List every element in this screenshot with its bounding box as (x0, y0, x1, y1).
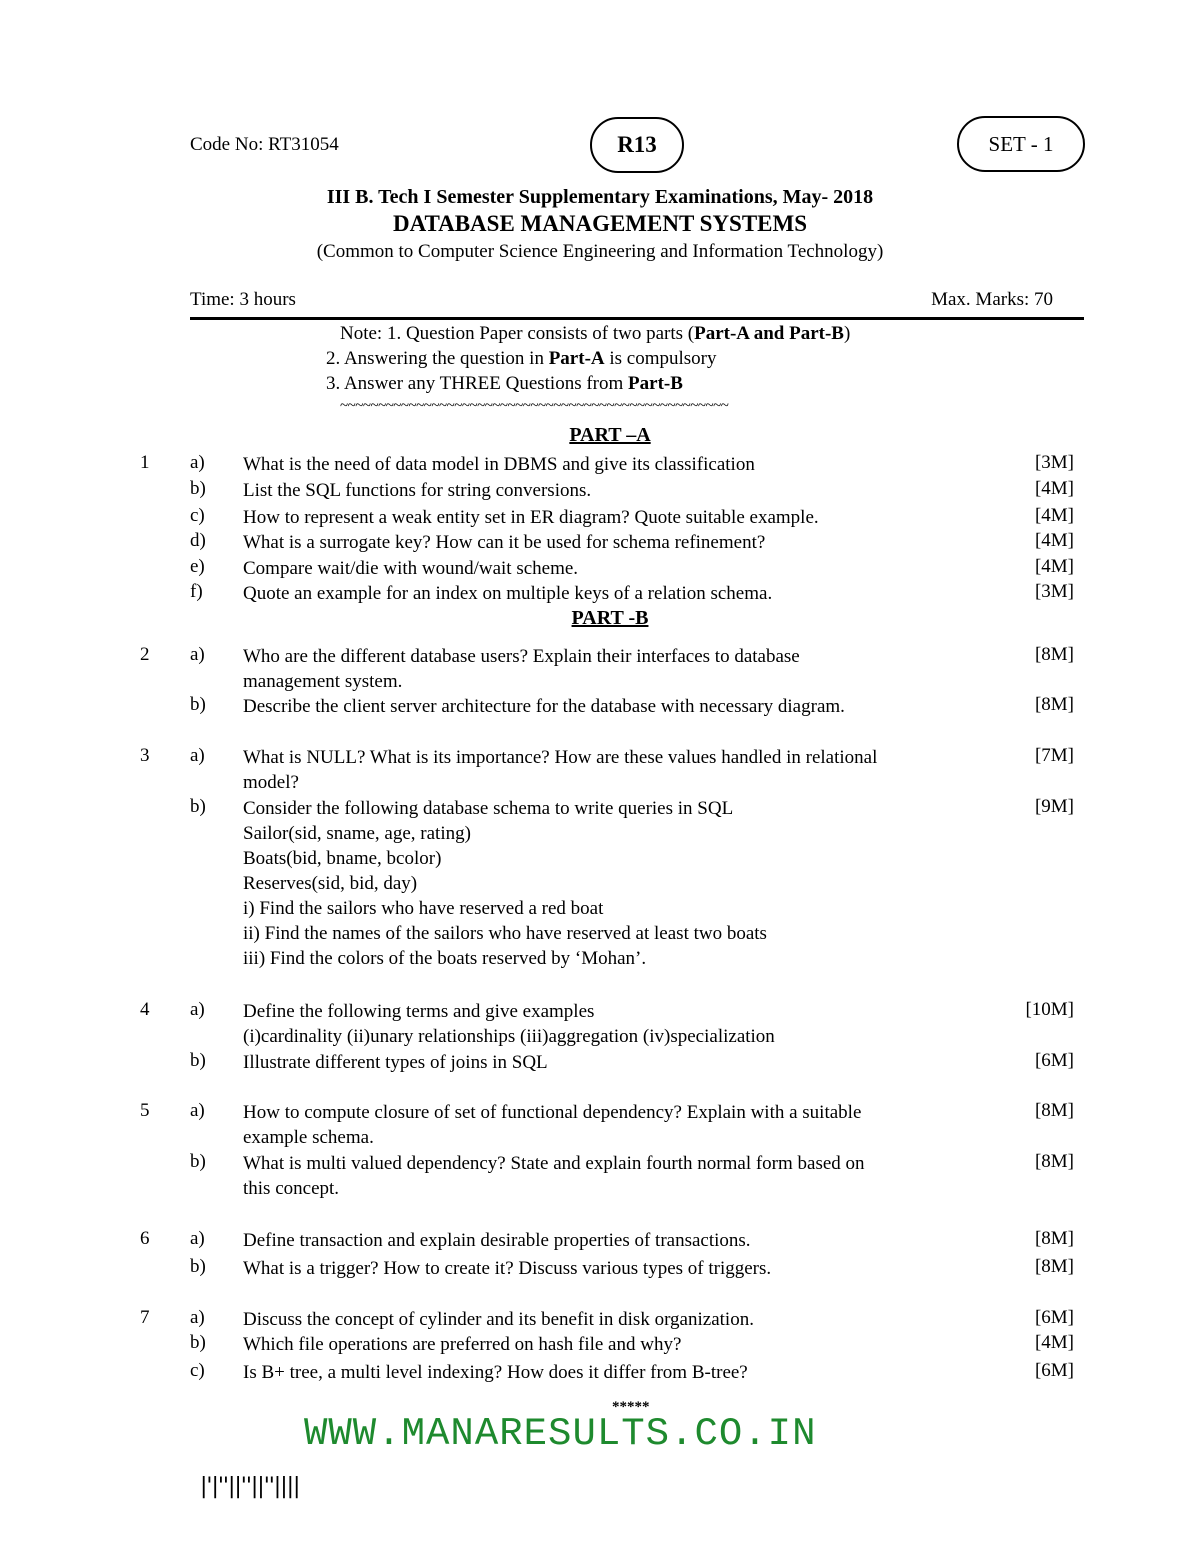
q4b-text: Illustrate different types of joins in SQL (243, 1052, 548, 1073)
regulation-label: R13 (617, 132, 657, 157)
separator: ~~~~~~~~~~~~~~~~~~~~~~~~~~~~~~~~~~~~~~~~~~~~~~~~~~~ (340, 398, 729, 414)
note-1-and: and (748, 323, 790, 344)
q1d-text: What is a surrogate key? How can it be used for schema refinement? (243, 532, 766, 553)
question-number-7: 7 (140, 1307, 150, 1328)
q3b-line-5: i) Find the sailors who have reserved a red boat (243, 898, 604, 919)
q5b-line-2: this concept. (243, 1178, 340, 1199)
q2b-text: Describe the client server architecture for the database with necessary diagram. (243, 696, 845, 717)
code-number: Code No: RT31054 (190, 134, 339, 155)
q3a-line-1: What is NULL? What is its importance? How are these values handled in relational (243, 747, 878, 768)
q2a-line-1: Who are the different database users? Explain their interfaces to database (243, 646, 800, 667)
q3a-marks: [7M] (1034, 745, 1074, 766)
question-number-2: 2 (140, 644, 150, 665)
note-2-part-a: Part-A (548, 348, 605, 369)
q4a-label: a) (190, 999, 205, 1020)
header-rule (190, 317, 1084, 320)
note-2-text: 2. Answering the question in (326, 348, 549, 369)
part-b-heading: PART -B (571, 607, 649, 629)
note-3-text: 3. Answer any THREE Questions from (326, 373, 629, 394)
q3a-line-2: model? (243, 772, 299, 793)
common-to: (Common to Computer Science Engineering and Information Technology) (316, 241, 884, 262)
q3a-label: a) (190, 745, 205, 766)
q5b-marks: [8M] (1034, 1151, 1074, 1172)
exam-title: III B. Tech I Semester Supplementary Examinations, May- 2018 (326, 186, 874, 208)
time-allowed: Time: 3 hours (190, 289, 296, 310)
note-1-text: Note: 1. Question Paper consists of two parts ( (340, 323, 695, 344)
q6a-marks: [8M] (1034, 1228, 1074, 1249)
q1e-text: Compare wait/die with wound/wait scheme. (243, 558, 579, 579)
note-3 (326, 373, 683, 395)
q4a-line-2: (i)cardinality (ii)unary relationships (iii)aggregation (iv)specialization (243, 1026, 775, 1047)
question-number-5: 5 (140, 1100, 150, 1121)
question-number-4: 4 (140, 999, 150, 1020)
part-a-heading: PART –A (569, 424, 651, 446)
note-2-suffix: is compulsory (604, 348, 717, 369)
q4a-line-1: Define the following terms and give examples (243, 1001, 595, 1022)
q3b-text (243, 796, 987, 971)
q1b-text: List the SQL functions for string conversions. (243, 480, 592, 501)
q1d-label: d) (190, 530, 206, 551)
q6b-marks: [8M] (1034, 1256, 1074, 1277)
note-1-part-b: Part-B (789, 323, 844, 344)
q2b-marks: [8M] (1034, 694, 1074, 715)
q2a-marks: [8M] (1034, 644, 1074, 665)
q7c-marks: [6M] (1034, 1360, 1074, 1381)
q1e-marks: [4M] (1034, 556, 1074, 577)
question-number-3: 3 (140, 745, 150, 766)
q4a-marks: [10M] (1025, 999, 1074, 1020)
q3b-line-2: Sailor(sid, sname, age, rating) (243, 823, 471, 844)
q3a-text (243, 745, 987, 795)
q5b-label: b) (190, 1151, 206, 1172)
q5a-marks: [8M] (1034, 1100, 1074, 1121)
q5a-line-2: example schema. (243, 1127, 374, 1148)
q3b-label: b) (190, 796, 206, 817)
q2a-line-2: management system. (243, 671, 403, 692)
q5b-text (243, 1151, 987, 1201)
q1c-label: c) (190, 505, 205, 526)
watermark: WWW.MANARESULTS.CO.IN (304, 1412, 817, 1456)
q3b-line-1: Consider the following database schema to write queries in SQL (243, 798, 734, 819)
q7a-marks: [6M] (1034, 1307, 1074, 1328)
note-1-part-a: Part-A (694, 323, 749, 344)
q1a-marks: [3M] (1034, 452, 1074, 473)
q3b-line-4: Reserves(sid, bid, day) (243, 873, 418, 894)
q1b-label: b) (190, 478, 206, 499)
q3b-line-6: ii) Find the names of the sailors who have reserved at least two boats (243, 923, 767, 944)
barcode: |'|''||''||''|||| (200, 1474, 300, 1499)
q1b-marks: [4M] (1034, 478, 1074, 499)
q2a-label: a) (190, 644, 205, 665)
q7c-text: Is B+ tree, a multi level indexing? How does it differ from B-tree? (243, 1362, 748, 1383)
q7b-label: b) (190, 1332, 206, 1353)
q3b-marks: [9M] (1034, 796, 1074, 817)
set-badge (957, 116, 1085, 172)
regulation-badge (590, 117, 684, 173)
q5b-line-1: What is multi valued dependency? State and explain fourth normal form based on (243, 1153, 865, 1174)
q4b-label: b) (190, 1050, 206, 1071)
q5a-text (243, 1100, 987, 1150)
q7b-text: Which file operations are preferred on hash file and why? (243, 1334, 682, 1355)
q7a-label: a) (190, 1307, 205, 1328)
q7b-marks: [4M] (1034, 1332, 1074, 1353)
question-number-6: 6 (140, 1228, 150, 1249)
q6b-label: b) (190, 1256, 206, 1277)
question-number-1: 1 (140, 452, 150, 473)
q5a-line-1: How to compute closure of set of functional dependency? Explain with a suitable (243, 1102, 862, 1123)
note-1 (340, 323, 850, 345)
q1c-marks: [4M] (1034, 505, 1074, 526)
q1a-text: What is the need of data model in DBMS and give its classification (243, 454, 755, 475)
q5a-label: a) (190, 1100, 205, 1121)
q4b-marks: [6M] (1034, 1050, 1074, 1071)
q6b-text: What is a trigger? How to create it? Discuss various types of triggers. (243, 1258, 772, 1279)
q6a-text: Define transaction and explain desirable properties of transactions. (243, 1230, 751, 1251)
q3b-line-3: Boats(bid, bname, bcolor) (243, 848, 442, 869)
q1a-label: a) (190, 452, 205, 473)
q1d-marks: [4M] (1034, 530, 1074, 551)
q3b-line-7: iii) Find the colors of the boats reserved by ‘Mohan’. (243, 948, 647, 969)
q2a-text (243, 644, 987, 694)
q1f-label: f) (190, 581, 203, 602)
q7c-label: c) (190, 1360, 205, 1381)
end-stars: ***** (612, 1399, 650, 1415)
q7a-text: Discuss the concept of cylinder and its benefit in disk organization. (243, 1309, 754, 1330)
q1e-label: e) (190, 556, 205, 577)
subject-title: DATABASE MANAGEMENT SYSTEMS (392, 211, 808, 236)
q1c-text: How to represent a weak entity set in ER diagram? Quote suitable example. (243, 507, 819, 528)
note-3-part-b: Part-B (628, 373, 683, 394)
q6a-label: a) (190, 1228, 205, 1249)
set-label: SET - 1 (988, 131, 1054, 156)
note-2 (326, 348, 717, 370)
note-1-close: ) (843, 323, 851, 344)
max-marks: Max. Marks: 70 (931, 289, 1053, 310)
q4a-text (243, 999, 987, 1049)
q2b-label: b) (190, 694, 206, 715)
q1f-text: Quote an example for an index on multiple keys of a relation schema. (243, 583, 773, 604)
q1f-marks: [3M] (1034, 581, 1074, 602)
